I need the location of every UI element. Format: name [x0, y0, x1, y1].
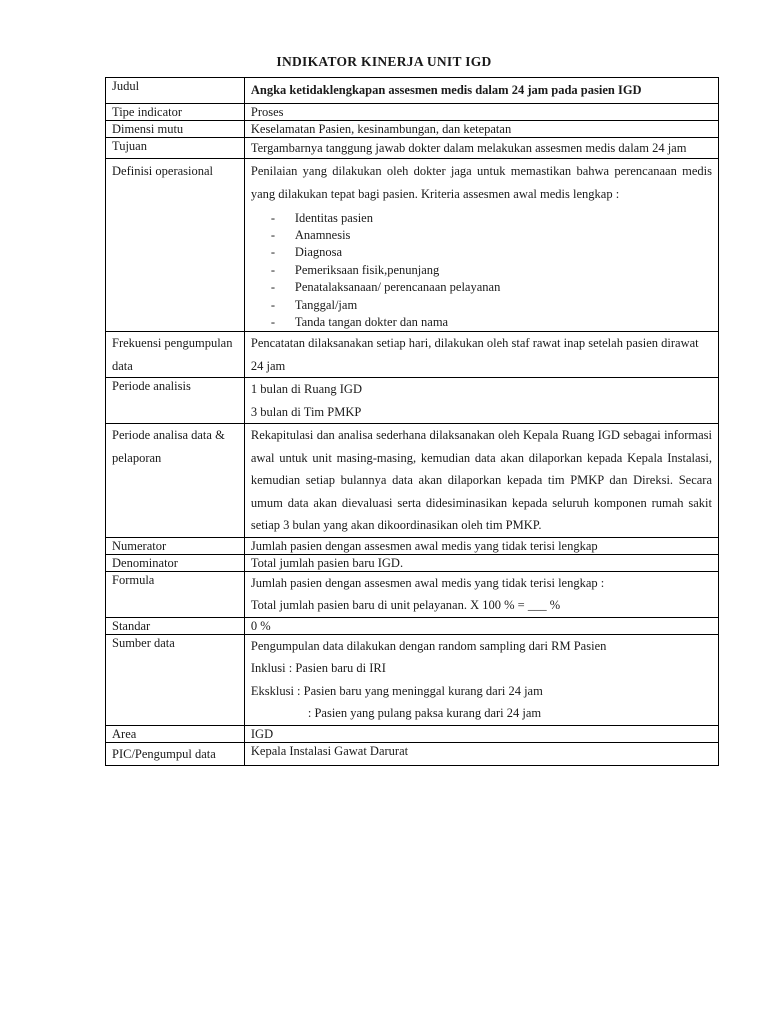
- row-label: Periode analisis: [106, 378, 245, 424]
- list-item: - Tanggal/jam: [271, 297, 712, 314]
- table-row-standar: [106, 617, 719, 634]
- table-row-dimensi: [106, 120, 719, 137]
- row-label: Judul: [106, 78, 245, 104]
- row-label: Area: [106, 725, 245, 742]
- row-value: [244, 571, 718, 617]
- table-row-denominator: [106, 554, 719, 571]
- row-value: Proses: [244, 103, 718, 120]
- list-item: - Tanda tangan dokter dan nama: [271, 314, 712, 331]
- row-value: [244, 378, 718, 424]
- row-label: Formula: [106, 571, 245, 617]
- periode-line-2: 3 bulan di Tim PMKP: [250, 404, 362, 419]
- table-row-periode-analisa: [106, 424, 719, 538]
- row-label: Tujuan: [106, 137, 245, 158]
- table-row-area: [106, 725, 719, 742]
- formula-line-1: Jumlah pasien dengan assesmen awal medis yang tidak terisi lengkap :: [250, 575, 605, 590]
- table-row-sumber: [106, 634, 719, 725]
- periode-line-1: 1 bulan di Ruang IGD: [250, 382, 362, 397]
- sumber-line-1: Pengumpulan data dilakukan dengan random sampling dari RM Pasien: [250, 638, 607, 653]
- table-row-formula: [106, 571, 719, 617]
- table-row-periode: [106, 378, 719, 424]
- indicator-table: [105, 77, 719, 766]
- row-value: IGD: [244, 725, 718, 742]
- row-label: PIC/Pengumpul data: [106, 742, 245, 766]
- row-value: Keselamatan Pasien, kesinambungan, dan ketepatan: [244, 120, 718, 137]
- sumber-line-3: Eksklusi : Pasien baru yang meninggal kurang dari 24 jam: [250, 683, 543, 698]
- row-value: Total jumlah pasien baru IGD.: [244, 554, 718, 571]
- formula-line-2: Total jumlah pasien baru di unit pelayanan. X 100 % = ___ %: [250, 598, 561, 613]
- row-label: Numerator: [106, 537, 245, 554]
- row-label: Sumber data: [106, 634, 245, 725]
- list-item: - Identitas pasien: [271, 210, 712, 227]
- list-item: - Diagnosa: [271, 244, 712, 261]
- table-row-frekuensi: [106, 332, 719, 378]
- page-title: INDIKATOR KINERJA UNIT IGD: [276, 54, 492, 69]
- row-label: Tipe indicator: [106, 103, 245, 120]
- row-label: Definisi operasional: [106, 158, 245, 332]
- row-value: Tergambarnya tanggung jawab dokter dalam melakukan assesmen medis dalam 24 jam: [244, 137, 718, 158]
- row-label: Frekuensi pengumpulan data: [106, 332, 245, 378]
- list-item: - Pemeriksaan fisik,penunjang: [271, 262, 712, 279]
- row-label: Periode analisa data & pelaporan: [106, 424, 245, 538]
- row-label: Denominator: [106, 554, 245, 571]
- list-item: - Penatalaksanaan/ perencanaan pelayanan: [271, 279, 712, 296]
- table-row-tipe: [106, 103, 719, 120]
- sumber-line-4: : Pasien yang pulang paksa kurang dari 24 jam: [307, 706, 542, 721]
- row-value: Rekapitulasi dan analisa sederhana dilaksanakan oleh Kepala Ruang IGD sebagai informasi awal untuk unit masing-masing, kemudian data akan dilaporkan kepada Kepala Instalasi, kemudian setiap bulannya data akan dilaporkan kepada tim PMKP dan Direksi. Secara umum data akan dievaluasi serta didesiminasikan kepada seluruh komponen rumah sakit setiap 3 bulan yang akan dikoordinasikan oleh tim PMKP.: [244, 424, 718, 538]
- row-value: Jumlah pasien dengan assesmen awal medis yang tidak terisi lengkap: [244, 537, 718, 554]
- sumber-line-2: Inklusi : Pasien baru di IRI: [250, 661, 386, 676]
- row-value: Pencatatan dilaksanakan setiap hari, dilakukan oleh staf rawat inap setelah pasien dirawat 24 jam: [244, 332, 718, 378]
- row-value: Kepala Instalasi Gawat Darurat: [244, 742, 718, 766]
- definisi-text: Penilaian yang dilakukan oleh dokter jaga untuk memastikan bahwa perencanaan medis yang dilakukan tepat bagi pasien. Kriteria assesmen awal medis lengkap :: [250, 163, 712, 201]
- row-value: Angka ketidaklengkapan assesmen medis dalam 24 jam pada pasien IGD: [244, 78, 718, 104]
- table-row-numerator: [106, 537, 719, 554]
- criteria-list: [251, 210, 712, 332]
- row-label: Dimensi mutu: [106, 120, 245, 137]
- row-label: Standar: [106, 617, 245, 634]
- table-row-definisi: [106, 158, 719, 332]
- row-value: [244, 634, 718, 725]
- list-item: - Anamnesis: [271, 227, 712, 244]
- table-row-judul: [106, 78, 719, 104]
- table-row-pic: [106, 742, 719, 766]
- row-value: 0 %: [244, 617, 718, 634]
- table-row-tujuan: [106, 137, 719, 158]
- row-value: [244, 158, 718, 332]
